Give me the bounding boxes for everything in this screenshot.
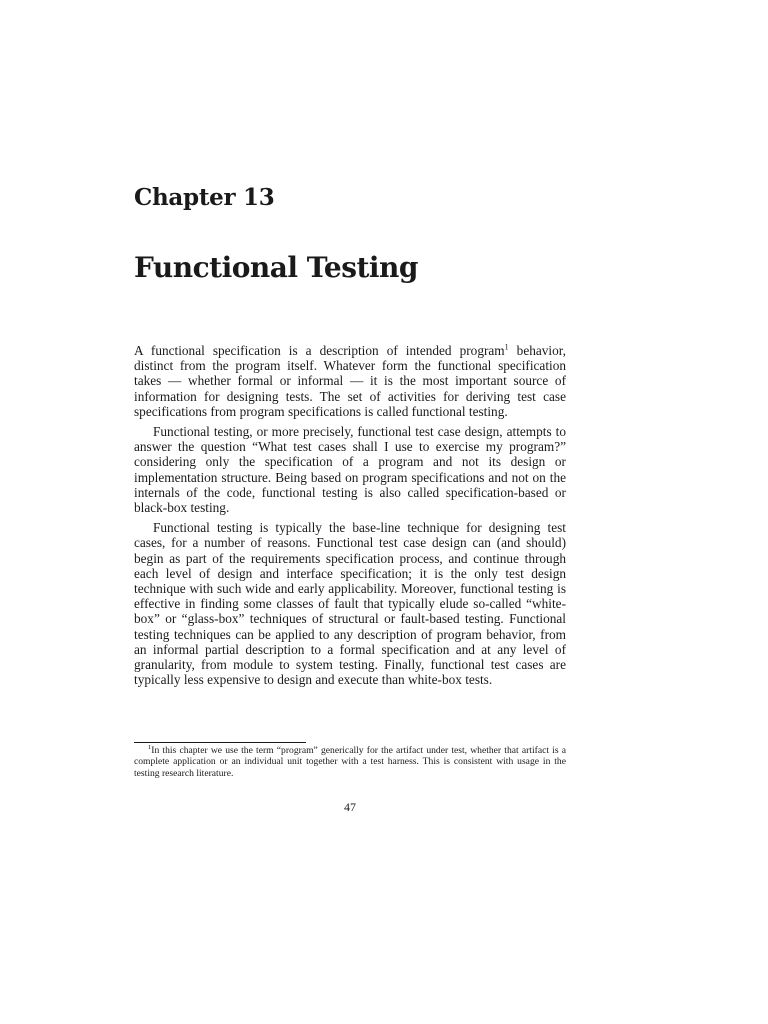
chapter-title: Functional Testing [134,251,418,284]
page-number: 47 [344,800,356,814]
footnote [134,745,566,779]
paragraph-2: Functional testing, or more precisely, functional test case design, attempts to answer the question “What test cases shall I use to exercise my program?” considering only the specification of a program and not its design or implementation structure. Being based on program specifications and not on the internals of the code, functional testing is also called specification-based or black-box testing. [134,424,566,516]
paragraph-1-text-start: A functional specification is a description of intended program [134,343,505,358]
paragraph-1-text-end: behavior, distinct from the program itself. Whatever form the functional specification takes — whether formal or informal — it is the most important source of information for designing tests. The set of activities for deriving test case specifications from program specifications is called functional testing. [134,343,566,419]
body-text [134,343,566,692]
footnote-divider [134,742,306,743]
chapter-label: Chapter 13 [134,184,275,211]
paragraph-3: Functional testing is typically the base-line technique for designing test cases, for a number of reasons. Functional test case design can (and should) begin as part of the requirements specification process, and continue through each level of design and interface specification; it is the only test design technique with such wide and early applicability. Moreover, functional testing is effective in finding some classes of fault that typically elude so-called “white-box” or “glass-box” techniques of structural or fault-based testing. Functional testing techniques can be applied to any description of program behavior, from an informal partial description to a formal specification and at any level of granularity, from module to system testing. Finally, functional test cases are typically less expensive to design and execute than white-box tests. [134,520,566,688]
book-page [134,0,566,1024]
footnote-reference[interactable]: 1 [504,342,509,352]
paragraph-1 [134,343,566,419]
footnote-text: In this chapter we use the term “program” generically for the artifact under test, whether that artifact is a complete application or an individual unit together with a test harness. This is consistent with usage in the testing research literature. [134,745,566,779]
footnote-mark: 1 [148,743,152,751]
